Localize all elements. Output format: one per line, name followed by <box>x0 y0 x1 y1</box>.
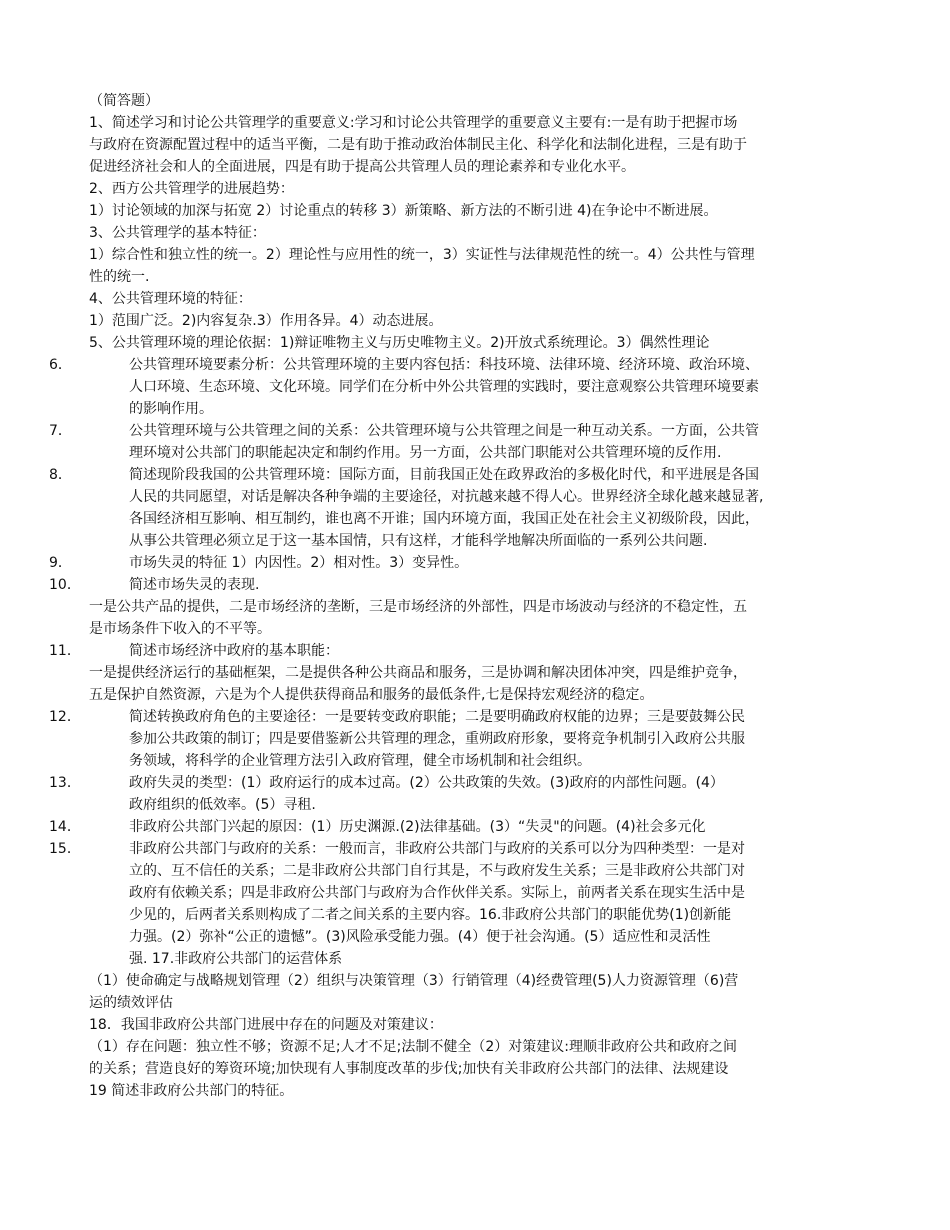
paragraph-18-answer <box>89 1036 869 1080</box>
text-line: 促进经济社会和人的全面进展，四是有助于提高公共管理人员的理论素养和专业化水平。 <box>89 159 635 175</box>
text-line: 3、公共管理学的基本特征： <box>89 225 266 241</box>
text-line: 简述现阶段我国的公共管理环境：国际方面，目前我国正处在政界政治的多极化时代，和平进展是各国 <box>129 467 759 483</box>
paragraph-2 <box>89 178 869 200</box>
paragraph-2-answer <box>89 200 869 222</box>
text-line: 1、简述学习和讨论公共管理学的重要意义:学习和讨论公共管理学的重要意义主要有:一是有助于把握市场 <box>89 115 738 131</box>
text-line: 五是保护自然资源，六是为个人提供获得商品和服务的最低条件,七是保持宏观经济的稳定。 <box>89 687 654 703</box>
text-line: 是市场条件下收入的不平等。 <box>89 621 271 637</box>
paragraph-5 <box>89 332 869 354</box>
section-heading: （简答题） <box>89 93 159 109</box>
text-line: 非政府公共部门兴起的原因：(1）历史渊源.(2)法律基础。(3）“失灵"的问题。(4)社会多元化 <box>129 819 706 835</box>
item-number: 6． <box>49 357 72 373</box>
text-line: 与政府在资源配置过程中的适当平衡，二是有助于推动政治体制民主化、科学化和法制化进程，三是有助于 <box>89 137 747 153</box>
text-line: 5、公共管理环境的理论依据：1)辩证唯物主义与历史唯物主义。2)开放式系统理论。3）偶然性理论 <box>89 335 710 351</box>
text-line: 政府组织的低效率。(5）寻租. <box>129 797 316 813</box>
text-line: 市场失灵的特征 1）内因性。2）相对性。3）变异性。 <box>129 555 469 571</box>
text-line: 力强。(2）弥补“公正的遗憾”。(3)风险承受能力强。(4）便于社会沟通。(5）适应性和灵活性 <box>129 929 711 945</box>
text-line: 人口环境、生态环境、文化环境。同学们在分析中外公共管理的实践时，要注意观察公共管理环境要素 <box>129 379 759 395</box>
text-line: （1）存在问题：独立性不够；资源不足;人才不足;法制不健全（2）对策建议:理顺非政府公共和政府之间 <box>89 1039 737 1055</box>
text-line: 人民的共同愿望，对话是解决各种争端的主要途径，对抗越来越不得人心。世界经济全球化越来越显著, <box>129 489 764 505</box>
paragraph-10-answer <box>89 596 869 640</box>
paragraph-18 <box>89 1014 869 1036</box>
text-line: 少见的，后两者关系则构成了二者之间关系的主要内容。16.非政府公共部门的职能优势(1)创新能 <box>129 907 732 923</box>
paragraph-3-answer <box>89 244 869 288</box>
text-line: 一是公共产品的提供，二是市场经济的垄断，三是市场经济的外部性，四是市场波动与经济的不稳定性，五 <box>89 599 747 615</box>
item-number: 12． <box>49 709 81 725</box>
text-line: 非政府公共部门与政府的关系：一般而言，非政府公共部门与政府的关系可以分为四种类型：一是对 <box>129 841 745 857</box>
text-line: 参加公共政策的制订；四是要借鉴新公共管理的理念，重朔政府形象，要将竞争机制引入政府公共服 <box>129 731 745 747</box>
numbered-item-13 <box>49 772 869 816</box>
item-number: 9． <box>49 555 72 571</box>
item-number: 14． <box>49 819 81 835</box>
text-line: 性的统一. <box>89 269 150 285</box>
item-number: 13． <box>49 775 81 791</box>
text-line: 政府失灵的类型：(1）政府运行的成本过高。(2）公共政策的失效。(3)政府的内部性问题。(4） <box>129 775 724 791</box>
text-line: 立的、互不信任的关系；二是非政府公共部门自行其是，不与政府发生关系；三是非政府公共部门对 <box>129 863 745 879</box>
paragraph-17-answer <box>89 970 869 1014</box>
text-line: 的影响作用。 <box>129 401 213 417</box>
text-line: 18．我国非政府公共部门进展中存在的问题及对策建议： <box>89 1017 443 1033</box>
numbered-item-6 <box>49 354 869 420</box>
text-line: 公共管理环境要素分析：公共管理环境的主要内容包括：科技环境、法律环境、经济环境、政治环境、 <box>129 357 759 373</box>
numbered-item-7 <box>49 420 869 464</box>
text-line: 简述市场经济中政府的基本职能： <box>129 643 339 659</box>
paragraph-3 <box>89 222 869 244</box>
text-line: 1）综合性和独立性的统一。2）理论性与应用性的统一，3）实证性与法律规范性的统一。4）公共性与管理 <box>89 247 755 263</box>
paragraph-4-answer <box>89 310 869 332</box>
numbered-item-15 <box>49 838 869 970</box>
document-body <box>49 90 869 1102</box>
text-line: 一是提供经济运行的基础框架，二是提供各种公共商品和服务，三是协调和解决团体冲突，四是维护竞争， <box>89 665 747 681</box>
item-number: 15． <box>49 841 81 857</box>
numbered-item-12 <box>49 706 869 772</box>
text-line: 1）范围广泛。2)内容复杂.3）作用各异。4）动态进展。 <box>89 313 443 329</box>
text-line: 务领域，将科学的企业管理方法引入政府管理，健全市场机制和社会组织。 <box>129 753 591 769</box>
text-line: 运的绩效评估 <box>89 995 173 1011</box>
text-line: （1）使命确定与战略规划管理（2）组织与决策管理（3）行销管理（4)经费管理(5)人力资源管理（6)营 <box>89 973 739 989</box>
text-line: 2、西方公共管理学的进展趋势： <box>89 181 294 197</box>
paragraph-19 <box>89 1080 869 1102</box>
text-line: 各国经济相互影响、相互制约，谁也离不开谁；国内环境方面，我国正处在社会主义初级阶段，因此， <box>129 511 759 527</box>
text-line: 1）讨论领域的加深与拓宽 2）讨论重点的转移 3）新策略、新方法的不断引进 4)在争论中不断进展。 <box>89 203 718 219</box>
numbered-item-10 <box>49 574 869 596</box>
item-number: 7． <box>49 423 72 439</box>
item-number: 10． <box>49 577 81 593</box>
text-line: 简述转换政府角色的主要途径：一是要转变政府职能；二是要明确政府权能的边界；三是要鼓舞公民 <box>129 709 745 725</box>
item-number: 11． <box>49 643 81 659</box>
item-number: 8． <box>49 467 72 483</box>
text-line: 19 简述非政府公共部门的特征。 <box>89 1083 294 1099</box>
text-line: 理环境对公共部门的职能起决定和制约作用。另一方面，公共部门职能对公共管理环境的反作用. <box>129 445 722 461</box>
text-line: 强. 17.非政府公共部门的运营体系 <box>129 951 343 967</box>
paragraph-1 <box>89 112 869 178</box>
numbered-item-14 <box>49 816 869 838</box>
text-line: 政府有依赖关系；四是非政府公共部门与政府为合作伙伴关系。实际上，前两者关系在现实生活中是 <box>129 885 745 901</box>
text-line: 从事公共管理必须立足于这一基本国情，只有这样，才能科学地解决所面临的一系列公共问题. <box>129 533 708 549</box>
text-line: 4、公共管理环境的特征： <box>89 291 252 307</box>
text-line: 公共管理环境与公共管理之间的关系：公共管理环境与公共管理之间是一种互动关系。一方面，公共管 <box>129 423 759 439</box>
paragraph-11-answer <box>89 662 869 706</box>
numbered-item-9 <box>49 552 869 574</box>
numbered-item-8 <box>49 464 869 552</box>
paragraph-4 <box>89 288 869 310</box>
numbered-item-11 <box>49 640 869 662</box>
text-line: 简述市场失灵的表现. <box>129 577 260 593</box>
text-line: 的关系；营造良好的筹资环境;加快现有人事制度改革的步伐;加快有关非政府公共部门的法律、法规建设 <box>89 1061 729 1077</box>
